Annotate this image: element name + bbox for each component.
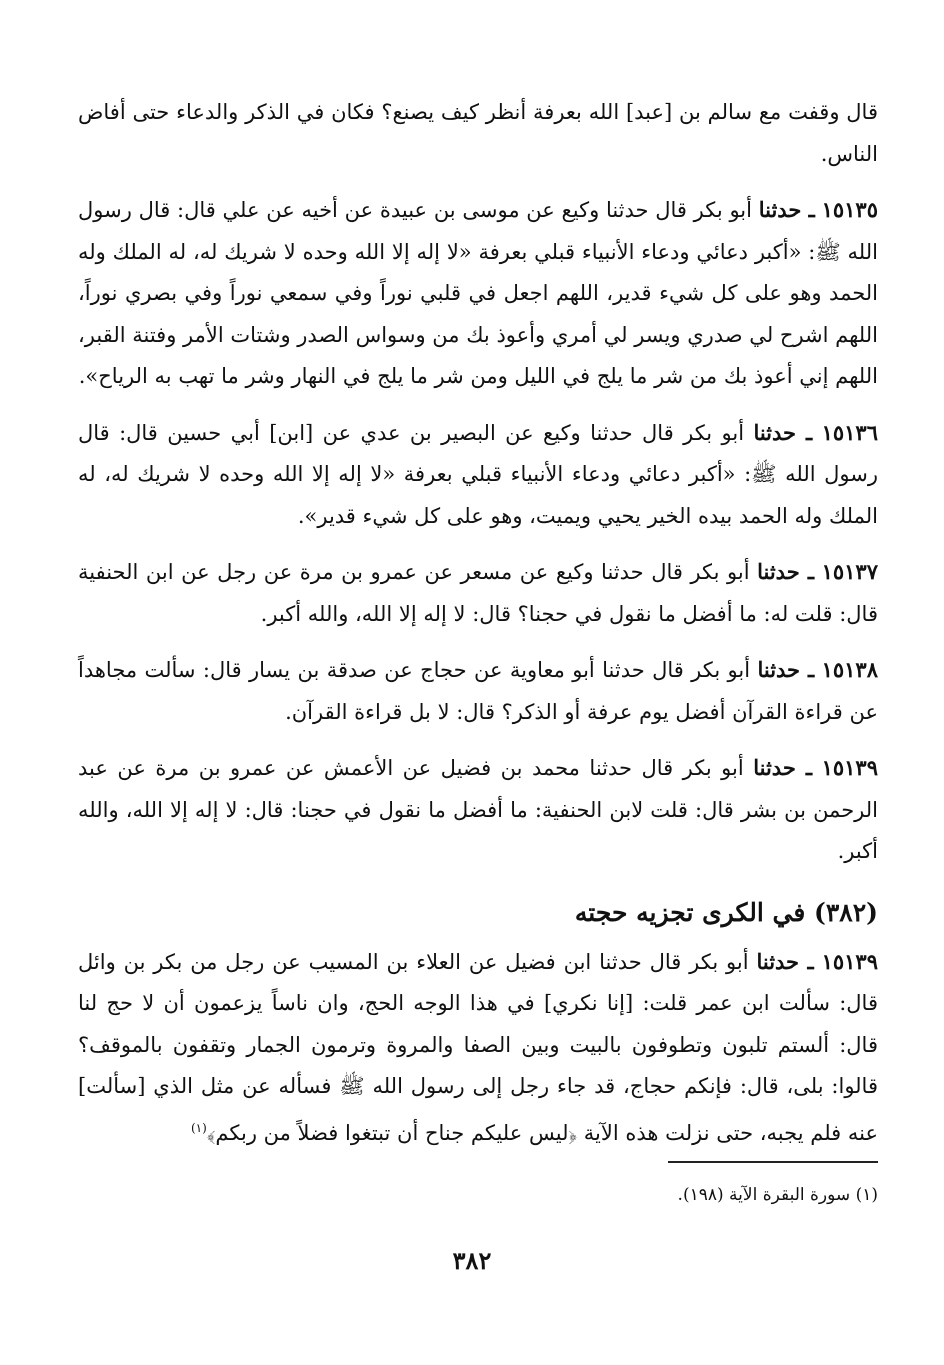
hadith-lead: ـ حدثنا bbox=[757, 657, 815, 682]
hadith-number: ١٥١٣٩ bbox=[821, 755, 878, 780]
hadith-number: ١٥١٣٨ bbox=[821, 657, 878, 682]
hadith-body: أبو بكر قال حدثنا أبو معاوية عن حجاج عن صدقة بن يسار قال: سألت مجاهداً عن قراءة القرآن أفضل يوم عرفة أو الذكر؟ قال: لا بل قراءة القرآن. bbox=[78, 658, 878, 724]
hadith-15137 bbox=[78, 551, 878, 635]
hadith-15138 bbox=[78, 649, 878, 733]
hadith-body: أبو بكر قال حدثنا وكيع عن البصير بن عدي عن [ابن] أبي حسين قال: قال رسول الله ﷺ: «أكبر دعائي ودعاء الأنبياء قبلي بعرفة «لا إله إلا الله وحده لا شريك له، له الملك وله الحمد بيده الخير يحيي ويميت، وهو على كل شيء قدير». bbox=[78, 420, 878, 528]
paragraph-continuation bbox=[78, 92, 878, 175]
footnote: (١) سورة البقرة الآية (١٩٨). bbox=[677, 1185, 878, 1205]
hadith-body: أبو بكر قال حدثنا ابن فضيل عن العلاء بن المسيب عن رجل من بكر بن وائل قال: سألت ابن عمر قلت: [إنا نكري] في هذا الوجه الحج، وان ناساً يزعمون أن لا حج لنا قال: ألستم تلبون وتطوفون بالبيت وبين الصفا والمروة وترمون الجمار وتقفون بالموقف؟ قالوا: بلى، قال: فإنكم حجاج، قد جاء رجل إلى رسول الله ﷺ فسأله عن مثل الذي [سألت] عنه فلم يجبه، حتى نزلت هذه الآية ﴿ليس عليكم جناح أن تبتغوا فضلاً من ربكم﴾ bbox=[78, 949, 878, 1145]
footnote-divider bbox=[668, 1161, 878, 1163]
hadith-number: ١٥١٣٩ bbox=[821, 948, 878, 974]
hadith-number: ١٥١٣٥ bbox=[821, 197, 878, 222]
hadith-15139-section bbox=[78, 941, 878, 1155]
hadith-body: أبو بكر قال حدثنا وكيع عن موسى بن عبيدة عن أخيه عن علي قال: قال رسول الله ﷺ: «أكبر دعائي ودعاء الأنبياء قبلي بعرفة «لا إله إلا الله وحده لا شريك له، له الملك وله الحمد وهو على كل شيء قدير، اللهم اجعل في قلبي نوراً وفي سمعي نوراً وفي بصري نوراً، اللهم اشرح لي صدري ويسر لي أمري وأعوذ بك من وسواس الصدر وشتات الأمر وفتنة القبر، اللهم إني أعوذ بك من شر ما يلج في الليل ومن شر ما يلج في النهار وشر ما تهب به الرياح». bbox=[78, 198, 878, 388]
hadith-body: أبو بكر قال حدثنا وكيع عن مسعر عن عمرو بن مرة عن رجل عن ابن الحنفية قال: قلت له: ما أفضل ما نقول في حجنا؟ قال: لا إله إلا الله، والله أكبر. bbox=[78, 560, 878, 626]
footnote-marker: (١) bbox=[190, 1120, 207, 1135]
hadith-lead: ـ حدثنا bbox=[757, 559, 815, 584]
hadith-lead: ـ حدثنا bbox=[758, 197, 815, 222]
hadith-body: أبو بكر قال حدثنا محمد بن فضيل عن الأعمش عن عمرو بن مرة عن عبد الرحمن بن بشر قال: قلت لابن الحنفية: ما أفضل ما نقول في حجنا: قال: لا إله إلا الله، والله أكبر. bbox=[78, 756, 878, 863]
hadith-15139 bbox=[78, 747, 878, 873]
hadith-15136 bbox=[78, 412, 878, 538]
hadith-lead: ـ حدثنا bbox=[756, 948, 814, 974]
hadith-number: ١٥١٣٦ bbox=[821, 419, 878, 445]
page-number: ٣٨٢ bbox=[452, 1246, 492, 1275]
paragraph-body: قال وقفت مع سالم بن [عبد] الله بعرفة أنظر كيف يصنع؟ فكان في الذكر والدعاء حتى أفاض الناس. bbox=[78, 100, 878, 166]
hadith-lead: ـ حدثنا bbox=[753, 419, 813, 445]
main-text bbox=[78, 92, 878, 1154]
hadith-lead: ـ حدثنا bbox=[753, 755, 813, 780]
section-heading: (٣٨٢) في الكرى تجزيه حجته bbox=[574, 897, 878, 927]
hadith-15135 bbox=[78, 189, 878, 398]
hadith-number: ١٥١٣٧ bbox=[821, 559, 878, 584]
